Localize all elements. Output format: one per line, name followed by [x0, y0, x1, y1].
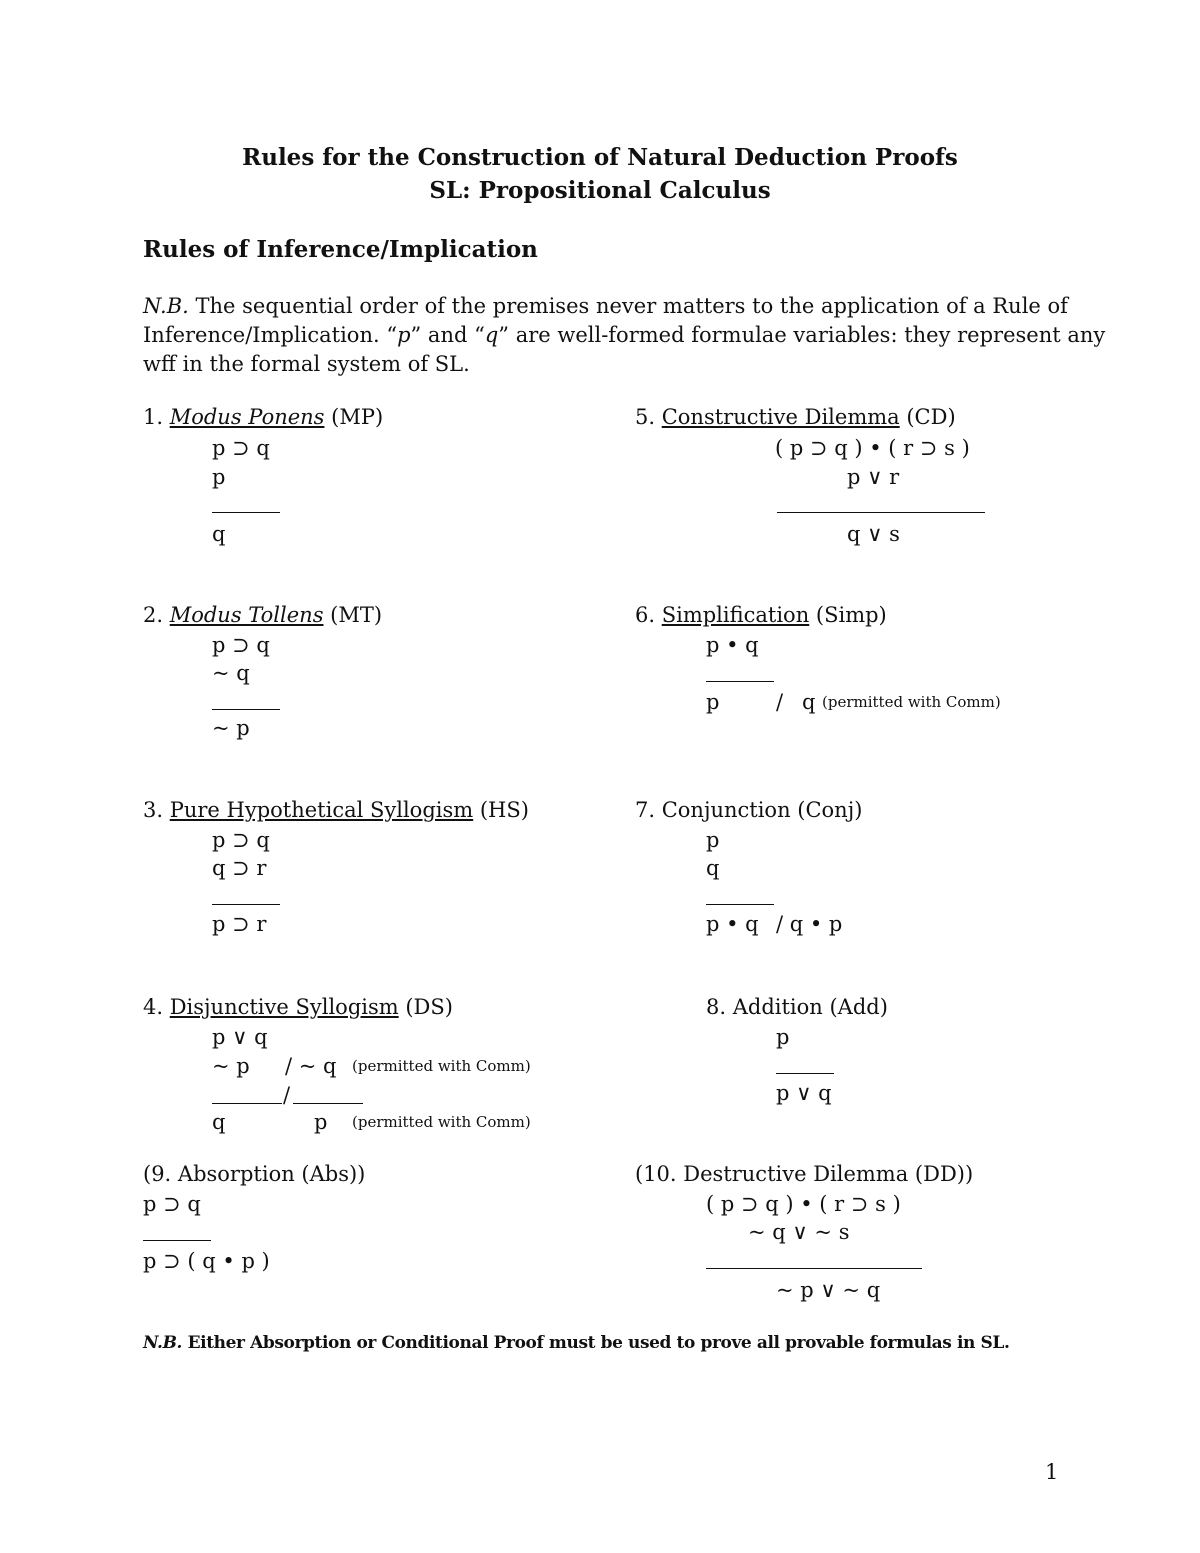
rule-dd-conclusion: ~ p ∨ ~ q [776, 1278, 881, 1302]
rule-simp-abbr: (Simp) [809, 603, 887, 627]
rule-ds-note-2: (permitted with Comm) [352, 1113, 531, 1131]
rule-mp-divider [212, 512, 280, 513]
rule-mt-divider [212, 709, 280, 710]
rule-cd-num: 5. [635, 405, 662, 429]
page-title: Rules for the Construction of Natural Deduction Proofs [242, 144, 958, 171]
intro-line-1-text: The sequential order of the premises never matters to the application of a Rule of [188, 294, 1068, 318]
rule-hs-heading [143, 800, 529, 821]
rule-conj-conclusion-alt: / q • p [776, 912, 843, 936]
rule-simp-divider [706, 681, 774, 682]
rule-add-conclusion: p ∨ q [776, 1081, 832, 1105]
intro-q: q [484, 323, 499, 347]
rule-abs-premise-1: p ⊃ q [143, 1192, 201, 1216]
rule-ds-conclusion-alt: p [314, 1110, 328, 1134]
intro-line-2c: ” are well-formed formulae variables: they represent any [498, 323, 1106, 347]
intro-line-3: wff in the formal system of SL. [143, 352, 470, 376]
rule-ds-divider-2 [293, 1103, 363, 1104]
rule-mt-name: Modus Tollens [169, 603, 324, 627]
rule-conj-premise-1: p [706, 828, 720, 852]
rule-conj-divider [706, 904, 774, 905]
rule-hs-name: Pure Hypothetical Syllogism [169, 798, 474, 822]
intro-line-2b: ” and “ [410, 323, 485, 347]
rule-simp-conclusion: p [706, 690, 720, 714]
rule-ds-num: 4. [143, 995, 170, 1019]
rule-ds-heading [143, 997, 453, 1018]
rule-ds-note-1: (permitted with Comm) [352, 1057, 531, 1075]
rule-add-premise-1: p [776, 1025, 790, 1049]
footnote [143, 1335, 1009, 1352]
rule-cd-premise-2: p ∨ r [847, 465, 900, 489]
rule-mp-heading [143, 407, 383, 428]
rule-mp-name: Modus Ponens [169, 405, 325, 429]
rule-simp-premise-1: p • q [706, 633, 759, 657]
rule-abs-heading: (9. Absorption (Abs)) [143, 1162, 366, 1186]
rule-cd-name: Constructive Dilemma [661, 405, 900, 429]
intro-nb: N.B. [143, 294, 189, 318]
rule-cd-premise-1: ( p ⊃ q ) • ( r ⊃ s ) [775, 436, 970, 460]
page-number: 1 [1045, 1460, 1059, 1484]
rule-simp-name: Simplification [661, 603, 810, 627]
rule-add-divider [776, 1073, 834, 1074]
rule-mt-premise-1: p ⊃ q [212, 633, 270, 657]
rule-ds-abbr: (DS) [398, 995, 453, 1019]
rule-conj-premise-2: q [706, 856, 720, 880]
rule-ds-divider-slash: / [283, 1083, 291, 1107]
rule-ds-premise-2-alt: / ~ q [285, 1054, 337, 1078]
rule-add-heading: 8. Addition (Add) [706, 995, 888, 1019]
rule-cd-heading [635, 407, 956, 428]
rule-conj-conclusion: p • q [706, 912, 759, 936]
rule-dd-heading: (10. Destructive Dilemma (DD)) [635, 1162, 974, 1186]
footnote-text: Either Absorption or Conditional Proof must be used to prove all provable formulas in SL. [182, 1333, 1010, 1353]
rule-simp-heading [635, 605, 887, 626]
rule-mt-num: 2. [143, 603, 170, 627]
rule-hs-premise-1: p ⊃ q [212, 828, 270, 852]
rule-mt-abbr: (MT) [323, 603, 383, 627]
rule-dd-premise-2: ~ q ∨ ~ s [748, 1220, 850, 1244]
rule-abs-conclusion: p ⊃ ( q • p ) [143, 1249, 270, 1273]
page-subtitle: SL: Propositional Calculus [429, 177, 771, 204]
rule-abs-divider [143, 1240, 211, 1241]
rule-mp-premise-2: p [212, 465, 226, 489]
intro-line-2 [143, 325, 1105, 346]
rule-cd-abbr: (CD) [899, 405, 956, 429]
rule-cd-divider [777, 512, 985, 513]
rule-simp-conclusion-alt: q [802, 690, 816, 714]
rule-mp-conclusion: q [212, 522, 226, 546]
rule-conj-heading: 7. Conjunction (Conj) [635, 798, 863, 822]
rule-cd-conclusion: q ∨ s [847, 522, 900, 546]
rule-mt-premise-2: ~ q [212, 661, 250, 685]
intro-p: p [397, 323, 411, 347]
intro-line-2a: Inference/Implication. “ [143, 323, 398, 347]
rule-ds-name: Disjunctive Syllogism [169, 995, 399, 1019]
footnote-nb: N.B. [143, 1333, 183, 1353]
section-heading: Rules of Inference/Implication [143, 236, 538, 263]
rule-hs-num: 3. [143, 798, 170, 822]
rule-ds-conclusion: q [212, 1110, 226, 1134]
intro-line-1 [143, 296, 1068, 317]
rule-hs-abbr: (HS) [473, 798, 529, 822]
rule-ds-premise-2: ~ p [212, 1054, 250, 1078]
rule-simp-note: (permitted with Comm) [822, 693, 1001, 711]
rule-simp-num: 6. [635, 603, 662, 627]
rule-ds-divider-1 [212, 1103, 282, 1104]
rule-hs-premise-2: q ⊃ r [212, 856, 267, 880]
rule-simp-slash: / [776, 690, 784, 714]
rule-mt-heading [143, 605, 382, 626]
rule-dd-divider [706, 1268, 922, 1269]
rule-mp-premise-1: p ⊃ q [212, 436, 270, 460]
rule-dd-premise-1: ( p ⊃ q ) • ( r ⊃ s ) [706, 1192, 901, 1216]
rule-hs-conclusion: p ⊃ r [212, 912, 267, 936]
rule-mp-num: 1. [143, 405, 170, 429]
rule-hs-divider [212, 904, 280, 905]
rule-mp-abbr: (MP) [324, 405, 384, 429]
rule-mt-conclusion: ~ p [212, 716, 250, 740]
rule-ds-premise-1: p ∨ q [212, 1025, 268, 1049]
